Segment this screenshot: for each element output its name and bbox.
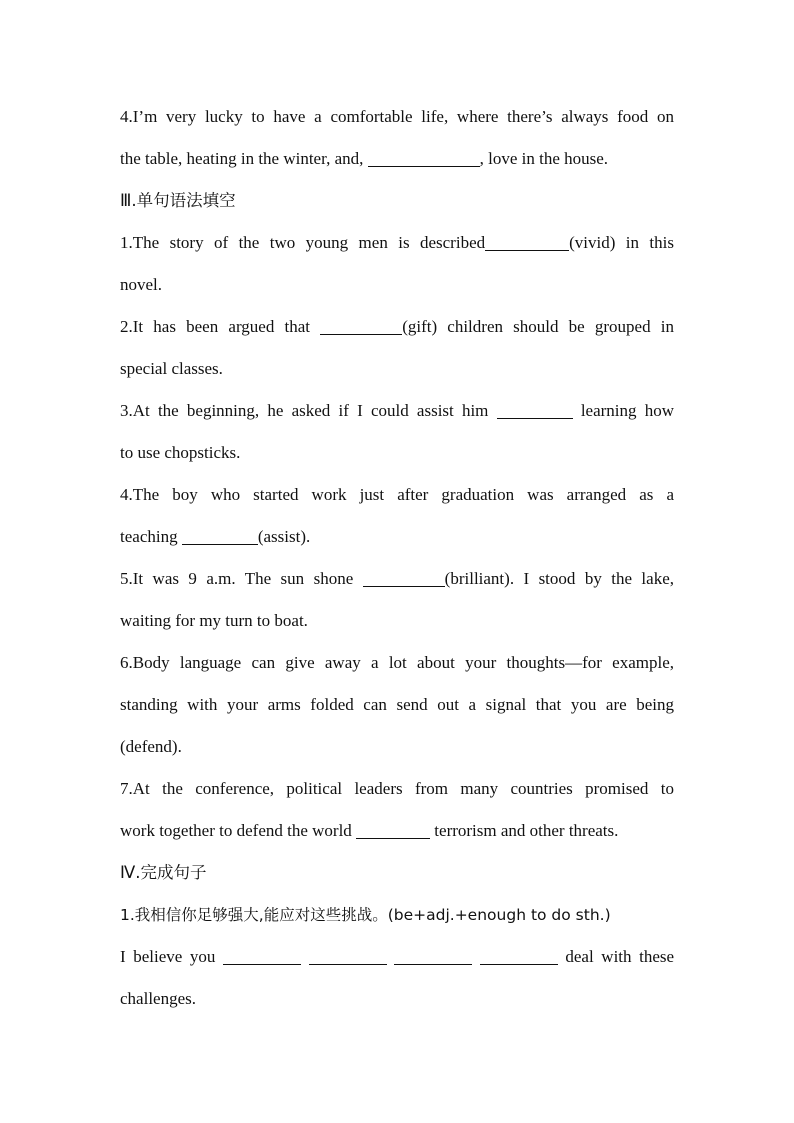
answer-blank[interactable]: [363, 569, 445, 587]
question-iii-1-line-1: 1.The story of the two young men is described (vivid) in this: [120, 233, 674, 252]
question-iv-1-line-2: challenges.: [120, 989, 196, 1008]
answer-blank[interactable]: [485, 233, 569, 251]
question-iii-7-line-1: 7.At the conference, political leaders from many countries promised to: [120, 779, 674, 798]
question-ii-4-line-1: 4.I’m very lucky to have a comfortable life, where there’s always food on: [120, 107, 674, 126]
answer-blank[interactable]: [356, 821, 430, 839]
question-iv-1-line-1: I believe you deal with these: [120, 947, 675, 966]
question-iii-2-line-2: special classes.: [120, 359, 223, 378]
question-ii-4-line-2: the table, heating in the winter, and, , love in the house.: [120, 149, 609, 168]
question-iii-4-line-2: teaching (assist).: [120, 527, 311, 546]
question-iii-3-line-2: to use chopsticks.: [120, 443, 241, 462]
answer-blank[interactable]: [368, 149, 480, 167]
answer-blank[interactable]: [394, 947, 472, 965]
answer-blank[interactable]: [223, 947, 301, 965]
answer-blank[interactable]: [182, 527, 258, 545]
question-iii-6-line-2: standing with your arms folded can send out a signal that you are being: [120, 695, 674, 714]
question-iii-2-line-1: 2.It has been argued that (gift) children should be grouped in: [120, 317, 674, 336]
answer-blank[interactable]: [480, 947, 558, 965]
question-iii-1-line-2: novel.: [120, 275, 163, 294]
section-iii-heading: Ⅲ.单句语法填空: [120, 191, 236, 210]
answer-blank[interactable]: [309, 947, 387, 965]
answer-blank[interactable]: [320, 317, 402, 335]
question-iii-5-line-1: 5.It was 9 a.m. The sun shone (brilliant). I stood by the lake,: [120, 569, 674, 588]
question-iii-3-line-1: 3.At the beginning, he asked if I could assist him learning how: [120, 401, 674, 420]
question-iii-7-line-2: work together to defend the world terrorism and other threats.: [120, 821, 619, 840]
question-iv-1-prompt: 1.我相信你足够强大,能应对这些挑战。(be+adj.+enough to do sth.): [120, 906, 611, 924]
question-iii-4-line-1: 4.The boy who started work just after graduation was arranged as a: [120, 485, 674, 504]
question-iii-5-line-2: waiting for my turn to boat.: [120, 611, 308, 630]
answer-blank[interactable]: [497, 401, 573, 419]
question-iii-6-line-3: (defend).: [120, 737, 182, 756]
section-iv-heading: Ⅳ.完成句子: [120, 863, 207, 882]
question-iii-6-line-1: 6.Body language can give away a lot about your thoughts—for example,: [120, 653, 674, 672]
